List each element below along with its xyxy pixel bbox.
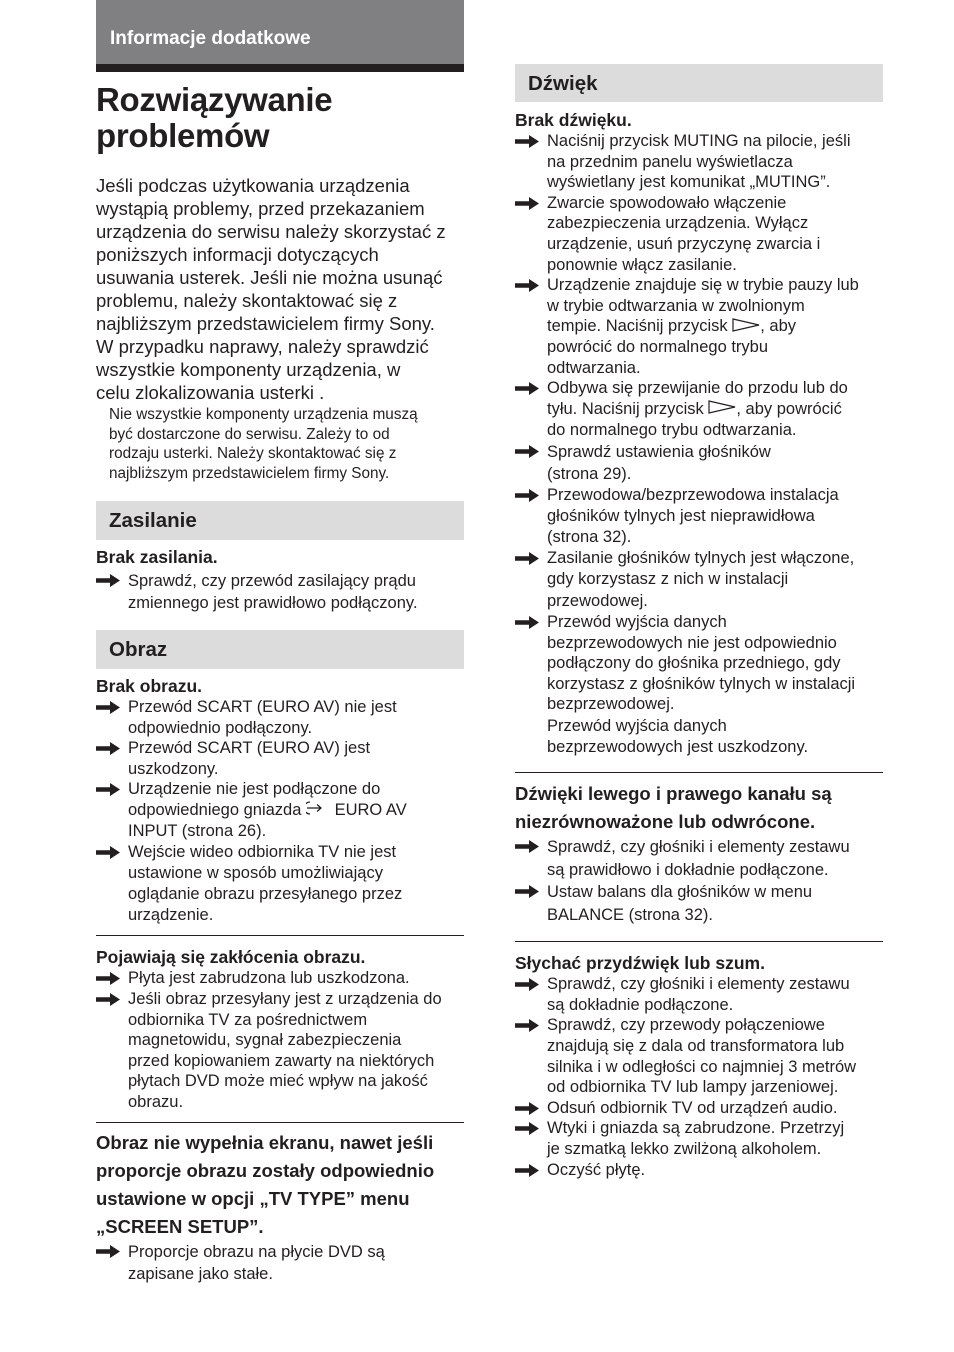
- arrow-right-icon: [515, 616, 539, 629]
- item-line: INPUT (strona 26).: [128, 821, 267, 840]
- section-heading-zasilanie: Zasilanie: [96, 501, 464, 540]
- arrow-right-icon: [515, 489, 539, 502]
- arrow-right-icon: [515, 135, 539, 148]
- solution-item: [96, 842, 464, 927]
- arrow-right-icon: [515, 1164, 539, 1177]
- solution-item: [515, 881, 883, 926]
- solution-item: [515, 131, 883, 193]
- heading-line: ustawione w opcji „TV TYPE” menu: [96, 1188, 410, 1210]
- page-title-line: problemów: [96, 117, 270, 154]
- section-tab: Informacje dodatkowe: [96, 0, 464, 64]
- heading-line: „SCREEN SETUP”.: [96, 1216, 264, 1238]
- solution-item: [515, 974, 883, 1015]
- solution-item: [96, 989, 464, 1113]
- item-line: urządzenie.: [128, 906, 214, 925]
- page-title: [96, 82, 464, 154]
- note-line: Nie wszystkie komponenty urządzenia muszą: [109, 406, 418, 423]
- intro-line: wystąpią problemy, przed przekazaniem: [96, 198, 425, 219]
- note-line: najbliższym przedstawicielem firmy Sony.: [109, 464, 390, 482]
- solution-item: [515, 548, 883, 613]
- arrow-right-icon: [515, 1102, 539, 1115]
- item-line: na przednim panelu wyświetlacza: [547, 152, 793, 171]
- heading-line: Obraz nie wypełnia ekranu, nawet jeśli: [96, 1132, 434, 1154]
- arrow-right-icon: [515, 1019, 539, 1032]
- header-rule: [96, 64, 464, 72]
- intro-line: poniższych informacji dotyczących: [96, 244, 379, 265]
- arrow-right-icon: [96, 972, 120, 985]
- intro-line: Jeśli podczas użytkowania urządzenia: [96, 175, 410, 196]
- item-line: są prawidłowo i dokładnie podłączone.: [547, 860, 829, 879]
- arrow-right-icon: [515, 552, 539, 565]
- item-line: zapisane jako stałe.: [128, 1265, 273, 1284]
- arrow-right-icon: [515, 445, 539, 458]
- item-line: przewodowej.: [547, 591, 648, 610]
- item-text: , aby: [760, 317, 796, 336]
- item-line: [128, 800, 464, 821]
- arrow-right-icon: [96, 846, 120, 859]
- item-line: przed kopiowaniem zawarty na niektórych: [128, 1051, 435, 1070]
- arrow-right-icon: [96, 742, 120, 755]
- arrow-right-icon: [515, 382, 539, 395]
- solution-item: [515, 378, 883, 440]
- solution-item: [515, 485, 883, 548]
- item-line: Oczyść płytę.: [547, 1160, 646, 1179]
- section-heading-dzwiek: Dźwięk: [515, 64, 883, 102]
- intro-line: najbliższym przedstawicielem firmy Sony.: [96, 313, 435, 334]
- problem-heading: Brak obrazu.: [96, 676, 202, 696]
- item-line: korzystasz z głośników tylnych w instalacji: [547, 674, 856, 693]
- item-line: je szmatką lekko zwilżoną alkoholem.: [547, 1140, 822, 1158]
- item-line: Odsuń odbiornik TV od urządzeń audio.: [547, 1098, 838, 1117]
- item-line: Zwarcie spowodowało włączenie: [547, 193, 787, 212]
- item-text: odpowiedniego gniazda: [128, 800, 306, 819]
- intro-line: wszystkie komponenty urządzenia, w: [96, 359, 401, 380]
- solution-item: [96, 1241, 464, 1285]
- item-line: Naciśnij przycisk MUTING na pilocie, jeśli: [547, 132, 851, 150]
- item-line: głośników tylnych jest nieprawidłowa: [547, 506, 815, 525]
- solution-item: [515, 441, 883, 485]
- item-line: podłączony do głośnika przedniego, gdy: [547, 654, 841, 673]
- page-title-line: Rozwiązywanie: [96, 81, 333, 118]
- scart-input-icon: [306, 800, 330, 821]
- item-line: w trybie odtwarzania w zwolnionym: [547, 296, 805, 315]
- item-line: gdy korzystasz z nich w instalacji: [547, 570, 789, 589]
- arrow-right-icon: [96, 701, 120, 714]
- solution-item: [515, 193, 883, 275]
- item-text: tempie. Naciśnij przycisk: [547, 317, 733, 336]
- item-line: Sprawdź, czy przewody połączeniowe: [547, 1016, 825, 1035]
- item-line: (strona 29).: [547, 464, 632, 483]
- item-line: Sprawdź ustawienia głośników: [547, 442, 771, 461]
- item-line: bezprzewodowych jest uszkodzony.: [547, 737, 809, 756]
- item-line: Sprawdź, czy przewód zasilający prądu: [128, 572, 416, 590]
- item-line: uszkodzony.: [128, 759, 219, 778]
- item-line: [547, 316, 883, 337]
- arrow-right-icon: [515, 978, 539, 991]
- problem-heading: [96, 1129, 464, 1241]
- item-line: powrócić do normalnego trybu: [547, 338, 769, 357]
- arrow-right-icon: [515, 885, 539, 898]
- item-line: magnetowidu, sygnał zabezpieczenia: [128, 1031, 402, 1050]
- solution-item: [515, 1160, 883, 1181]
- item-line: Ustaw balans dla głośników w menu: [547, 883, 813, 902]
- note-line: rodzaju usterki. Należy skontaktować się z: [109, 445, 397, 462]
- solution-item: [96, 738, 464, 779]
- item-line: urządzenie, usuń przyczynę zwarcia i: [547, 234, 821, 253]
- divider: [515, 941, 883, 942]
- item-line: Proporcje obrazu na płycie DVD są: [128, 1243, 385, 1262]
- solution-item: [515, 275, 883, 378]
- solution-item: [96, 697, 464, 738]
- item-line: od odbiornika TV lub lampy jarzeniowej.: [547, 1078, 839, 1097]
- item-line: Wtyki i gniazda są zabrudzone. Przetrzyj: [547, 1119, 845, 1138]
- item-line: silnika i w odległości co najmniej 3 metrów: [547, 1057, 857, 1076]
- item-line: BALANCE (strona 32).: [547, 905, 713, 924]
- item-line: są dokładnie podłączone.: [547, 995, 734, 1014]
- section-heading-obraz: Obraz: [96, 630, 464, 669]
- note-line: być dostarczone do serwisu. Zależy to od: [109, 425, 390, 443]
- item-line: do normalnego trybu odtwarzania.: [547, 421, 797, 439]
- problem-heading: [515, 780, 883, 836]
- intro-line: urządzenia do serwisu należy skorzystać z: [96, 221, 446, 242]
- item-line: bezprzewodowych nie jest odpowiednio: [547, 633, 837, 652]
- item-line: wyświetlany jest komunikat „MUTING”.: [547, 173, 831, 192]
- intro-line: W przypadku naprawy, należy sprawdzić: [96, 336, 429, 357]
- item-line: Urządzenie nie jest podłączone do: [128, 780, 381, 799]
- left-column: [96, 0, 464, 1285]
- intro-paragraph: [96, 174, 464, 404]
- intro-note: [109, 405, 464, 483]
- item-line: Przewód SCART (EURO AV) jest: [128, 739, 371, 758]
- item-line: odbiornika TV za pośrednictwem: [128, 1010, 368, 1029]
- item-line: [547, 399, 883, 420]
- solution-item: [515, 1118, 883, 1159]
- item-line: Jeśli obraz przesyłany jest z urządzenia do: [128, 989, 442, 1008]
- item-line: Przewód SCART (EURO AV) nie jest: [128, 698, 397, 716]
- arrow-right-icon: [96, 993, 120, 1006]
- item-line: zmiennego jest prawidłowo podłączony.: [128, 594, 418, 612]
- arrow-right-icon: [96, 783, 120, 796]
- heading-line: proporcje obrazu zostały odpowiednio: [96, 1160, 435, 1182]
- item-line: Przewód wyjścia danych: [547, 717, 727, 736]
- solution-item: [515, 612, 883, 715]
- divider: [96, 935, 464, 936]
- item-line: Urządzenie znajduje się w trybie pauzy lub: [547, 276, 859, 295]
- item-line: Wejście wideo odbiornika TV nie jest: [128, 842, 397, 861]
- heading-line: niezrównoważone lub odwrócone.: [515, 811, 816, 833]
- item-line: Sprawdź, czy głośniki i elementy zestawu: [547, 975, 850, 994]
- solution-extra: [515, 716, 883, 757]
- item-text: tyłu. Naciśnij przycisk: [547, 400, 709, 419]
- solution-item: [515, 1015, 883, 1097]
- item-line: Płyta jest zabrudzona lub uszkodzona.: [128, 969, 410, 988]
- arrow-right-icon: [515, 840, 539, 853]
- item-line: (strona 32).: [547, 527, 632, 546]
- solution-item: [515, 836, 883, 881]
- problem-heading: Brak dźwięku.: [515, 110, 632, 130]
- heading-line: Dźwięki lewego i prawego kanału są: [515, 783, 832, 805]
- item-line: Odbywa się przewijanie do przodu lub do: [547, 379, 848, 398]
- arrow-right-icon: [515, 197, 539, 210]
- divider: [96, 1122, 464, 1123]
- item-line: Sprawdź, czy głośniki i elementy zestawu: [547, 838, 850, 857]
- arrow-right-icon: [96, 1245, 120, 1258]
- item-line: odpowiednio podłączony.: [128, 718, 313, 737]
- item-line: płytach DVD może mieć wpływ na jakość: [128, 1072, 428, 1091]
- slow-play-icon: [732, 317, 760, 338]
- solution-item: [96, 570, 464, 614]
- problem-heading: Słychać przydźwięk lub szum.: [515, 953, 765, 974]
- intro-line: celu zlokalizowania usterki .: [96, 382, 325, 403]
- item-line: Przewodowa/bezprzewodowa instalacja: [547, 485, 839, 504]
- item-text: , aby powrócić: [736, 400, 842, 419]
- arrow-right-icon: [96, 574, 120, 587]
- item-line: Przewód wyjścia danych: [547, 613, 727, 632]
- arrow-right-icon: [515, 279, 539, 292]
- divider: [515, 772, 883, 773]
- intro-line: problemu, należy skontaktować się z: [96, 290, 398, 311]
- item-text: EURO AV: [329, 800, 407, 819]
- slow-play-icon: [708, 399, 736, 420]
- problem-heading: Brak zasilania.: [96, 547, 218, 567]
- item-line: ponownie włącz zasilanie.: [547, 255, 737, 274]
- solution-item: [96, 968, 464, 989]
- item-line: bezprzewodowej.: [547, 695, 675, 714]
- item-line: odtwarzania.: [547, 358, 641, 377]
- solution-item: [96, 779, 464, 841]
- problem-heading: Pojawiają się zakłócenia obrazu.: [96, 947, 366, 968]
- item-line: oglądanie obrazu przesyłanego przez: [128, 884, 403, 903]
- right-column: [515, 64, 883, 1180]
- arrow-right-icon: [515, 1122, 539, 1135]
- intro-line: usuwania usterek. Jeśli nie można usunąć: [96, 267, 443, 288]
- item-line: znajdują się z dala od transformatora lub: [547, 1037, 845, 1056]
- item-line: zabezpieczenia urządzenia. Wyłącz: [547, 214, 809, 233]
- item-line: Zasilanie głośników tylnych jest włączone,: [547, 548, 855, 567]
- solution-item: [515, 1098, 883, 1119]
- item-line: ustawione w sposób umożliwiający: [128, 863, 383, 882]
- item-line: obrazu.: [128, 1092, 184, 1111]
